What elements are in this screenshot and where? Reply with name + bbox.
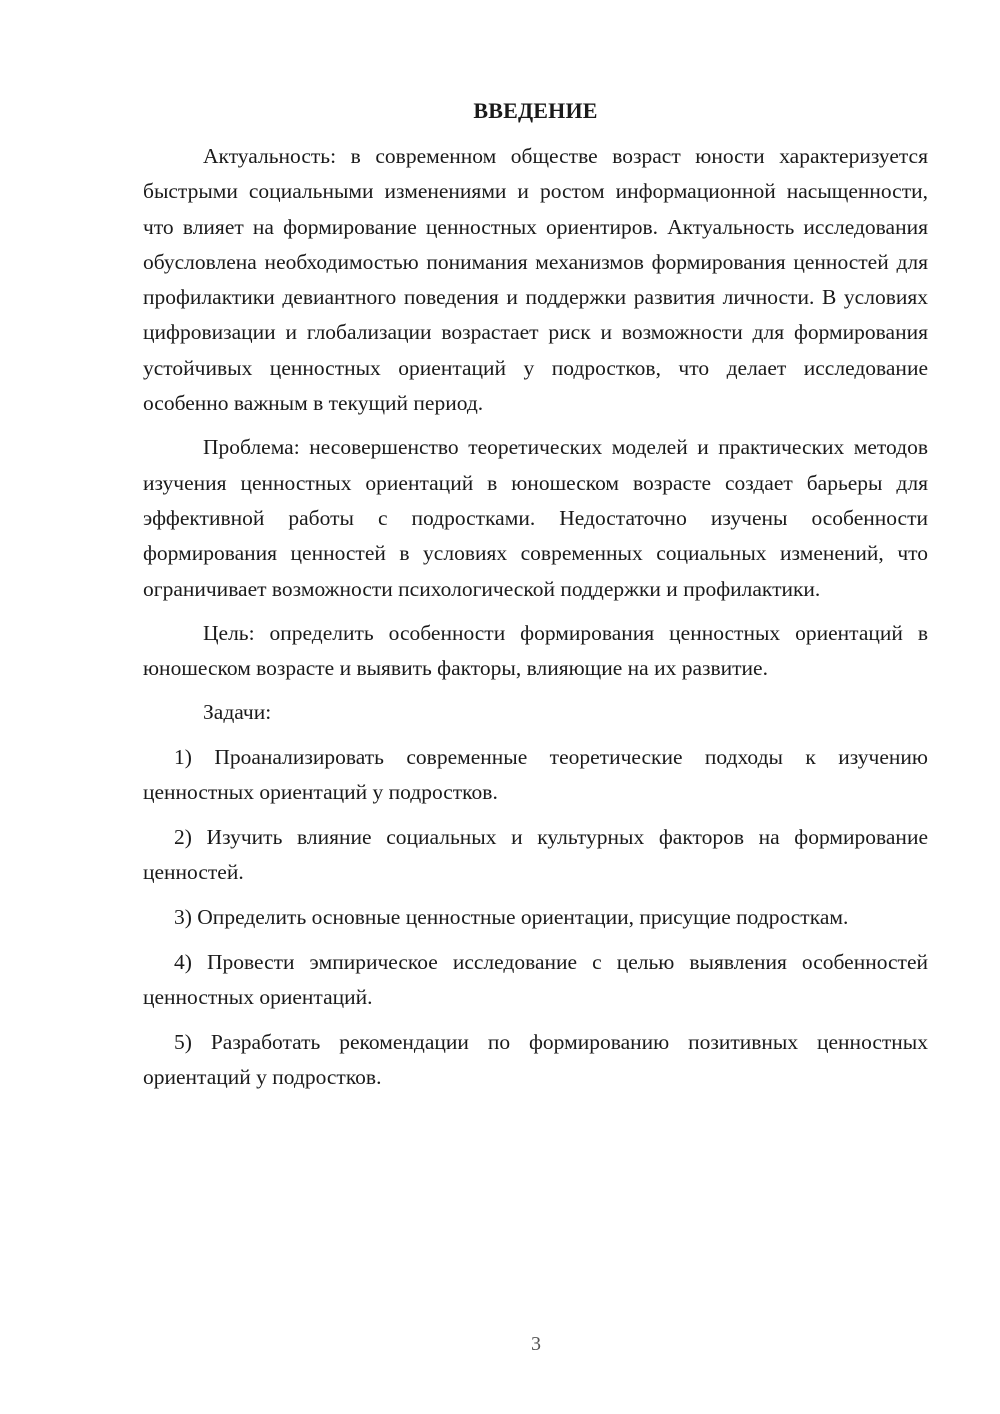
relevance-paragraph: Актуальность: в современном обществе возраст юности характеризуется быстрыми социальными изменениями и ростом информационной насыщенности, что влияет на формирование ценностных ориентиров. Актуальность исследования обусловлена необходимостью понимания механизмов формирования ценностей для профилактики девиантного поведения и поддержки развития личности. В условиях цифровизации и глобализации возрастает риск и возможности для формирования устойчивых ценностных ориентаций у подростков, что делает исследование особенно важным в текущий период.: [143, 144, 928, 416]
section-heading: ВВЕДЕНИЕ: [473, 98, 598, 123]
problem-paragraph: Проблема: несовершенство теоретических моделей и практических методов изучения ценностных ориентаций в юношеском возрасте создает барьеры для эффективной работы с подростками. Недостаточно изучены особенности формирования ценностей в условиях современных социальных изменений, что ограничивает возможности психологической поддержки и профилактики.: [143, 435, 928, 601]
list-item: 4) Провести эмпирическое исследование с целью выявления особенностей ценностных ориентаций.: [143, 949, 928, 1010]
list-item: 2) Изучить влияние социальных и культурных факторов на формирование ценностей.: [143, 824, 928, 885]
page-number: 3: [531, 1333, 541, 1355]
page-content: [143, 96, 928, 1105]
tasks-list: [143, 740, 928, 1096]
tasks-label: Задачи:: [203, 700, 272, 725]
goal-paragraph: Цель: определить особенности формирования ценностных ориентаций в юношеском возрасте и выявить факторы, влияющие на их развитие.: [143, 620, 928, 681]
list-item: 5) Разработать рекомендации по формированию позитивных ценностных ориентаций у подростков.: [143, 1029, 928, 1090]
list-item: 1) Проанализировать современные теоретические подходы к изучению ценностных ориентаций у подростков.: [143, 744, 928, 805]
list-item: 3) Определить основные ценностные ориентации, присущие подросткам.: [174, 904, 849, 929]
